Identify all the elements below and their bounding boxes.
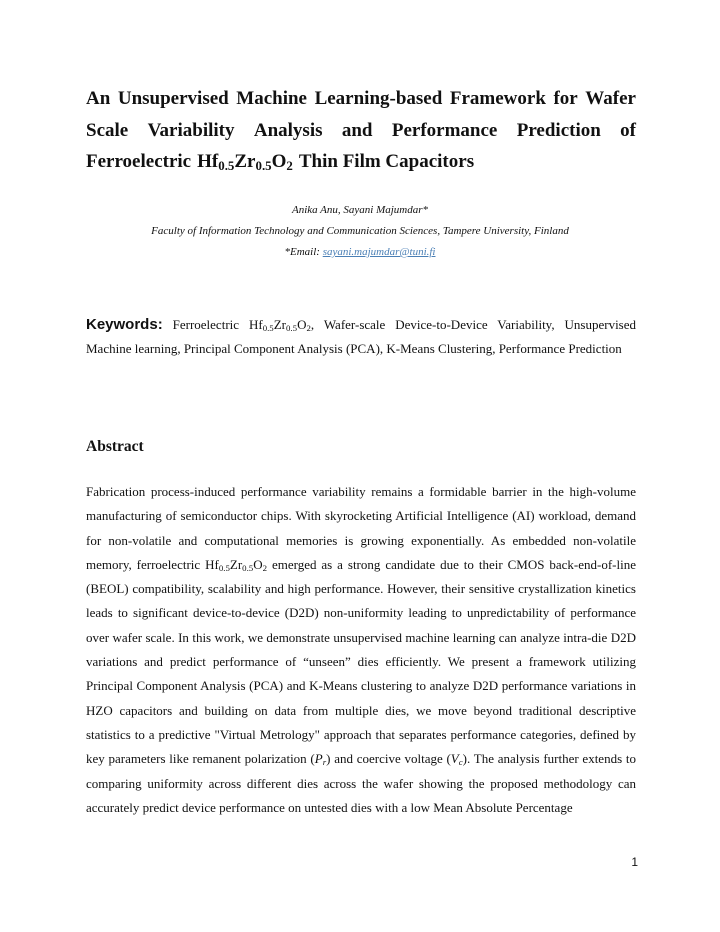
- title-word: and: [341, 119, 373, 141]
- title-word: Framework: [449, 88, 546, 109]
- title-word: Wafer: [585, 88, 636, 109]
- page-number: 1: [631, 855, 638, 869]
- title-word: Analysis: [253, 119, 323, 141]
- author-affiliation: Faculty of Information Technology and Communication Sciences, Tampere University, Finland: [151, 225, 569, 237]
- title-formula: $Hf_{0.5}Zr_{0.5}O_2$: [197, 151, 293, 174]
- title-word: Performance: [391, 119, 498, 141]
- title-word: Thin Film Capacitors: [298, 151, 475, 172]
- title-line-2: [86, 115, 636, 147]
- title-word: An: [86, 88, 111, 109]
- title-word: Prediction: [516, 119, 601, 141]
- title-line-3: [86, 146, 636, 178]
- keywords-text: Ferroelectric $Hf_{0.5}Zr_{0.5}O_2$, Wafer-scale Device-to-Device Variability, Unsupervised Machine learning, Principal Component Analysis (PCA), K-Means Clustering, Performance Prediction: [86, 317, 637, 356]
- email-link[interactable]: sayani.majumdar@tuni.fi: [322, 246, 436, 258]
- title-word: Learning-based: [314, 88, 443, 109]
- email-label: *Email:: [284, 246, 323, 258]
- author-email: [0, 245, 720, 259]
- title-word: Ferroelectric: [86, 151, 192, 172]
- title-word: Scale: [86, 119, 129, 141]
- title-word: Variability: [147, 119, 235, 141]
- title-word: of: [620, 119, 636, 141]
- title-line-1: [86, 83, 636, 115]
- title-word: for: [553, 88, 578, 109]
- keywords-heading: Keywords:: [86, 316, 163, 333]
- title-word: Unsupervised: [117, 88, 229, 109]
- paper-title: [86, 83, 636, 178]
- abstract-heading: Abstract: [86, 438, 144, 455]
- abstract-body: Fabrication process-induced performance variability remains a formidable barrier in the high-volume manufacturing of semiconductor chips. With skyrocketing Artificial Intelligence (AI) workload, demand for non-volatile and computational memories is growing exponentially. As embedded non-volatile memory, ferroelectric $Hf_{0.5}Zr_{0.5}O_2$ emerged as a strong candidate due to their CMOS back-end-of-line (BEOL) compatibility, scalability and high performance. However, their sensitive crystallization kinetics leads to significant device-to-device (D2D) non-uniformity leading to unpredictability of performance over wafer scale. In this work, we demonstrate unsupervised machine learning can analyze intra-die D2D variations and predict performance of “unseen” dies efficiently. We present a framework utilizing Principal Component Analysis (PCA) and K-Means clustering to analyze D2D performance variations in HZO capacitors and building on data from multiple dies, we move beyond traditional descriptive statistics to a predictive "Virtual Metrology" approach that separates performance categories, defined by key parameters like remanent polarization $(P_r)$ and coercive voltage $(V_c)$. The analysis further extends to comparing uniformity across different dies across the wafer showing the proposed methodology can accurately predict device performance on untested dies with a low Mean Absolute Percentage: [86, 484, 636, 815]
- title-word: Machine: [236, 88, 307, 109]
- keywords-paragraph: [86, 313, 636, 361]
- author-names: Anika Anu, Sayani Majumdar*: [291, 204, 429, 216]
